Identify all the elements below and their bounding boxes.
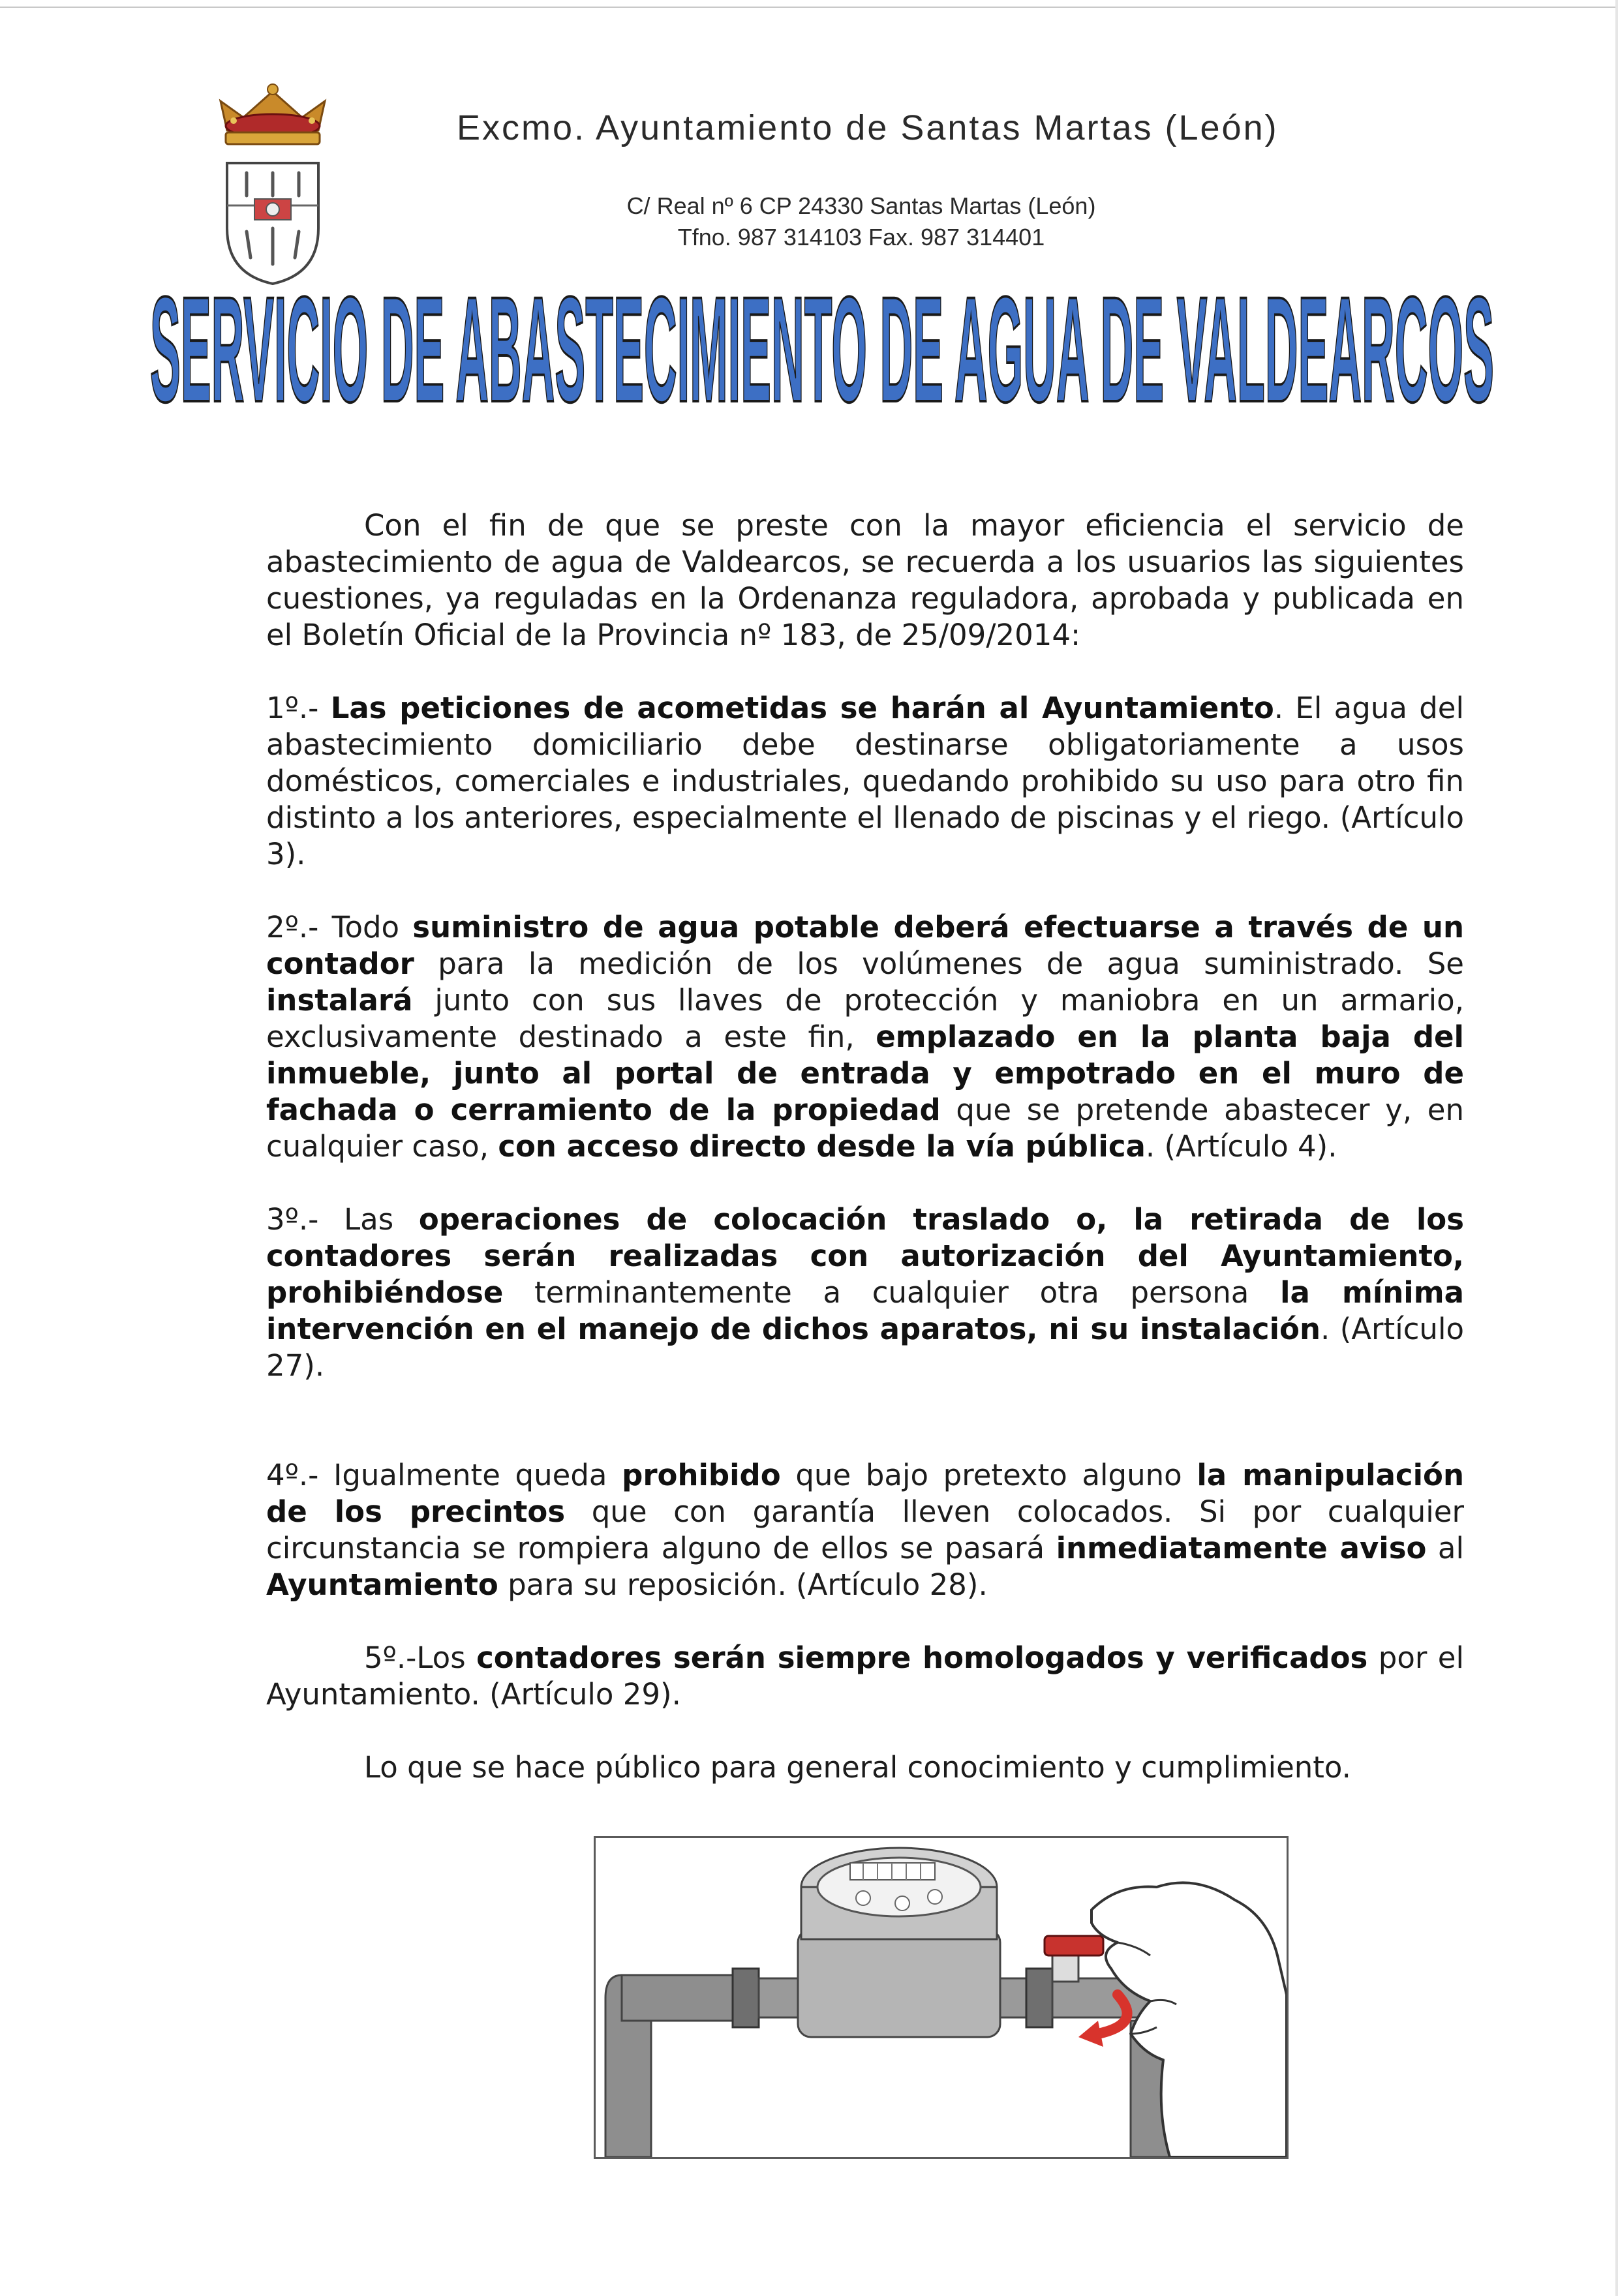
- scan-border: [0, 7, 1618, 8]
- item-number: 1º.-: [266, 691, 319, 725]
- water-meter-icon: [596, 1838, 1287, 2157]
- item-number: 3º.-: [266, 1202, 319, 1237]
- item-bold-text: inmediatamente aviso: [1056, 1531, 1427, 1565]
- item-bold-text: instalará: [266, 983, 413, 1018]
- item-text: que bajo pretexto alguno: [780, 1458, 1197, 1492]
- organization-title: Excmo. Ayuntamiento de Santas Martas (León): [457, 108, 1279, 147]
- item-text: para su reposición. (Artículo 28).: [498, 1567, 988, 1602]
- item-bold-text: con acceso directo desde la vía pública: [498, 1129, 1146, 1164]
- water-meter-illustration: [594, 1836, 1289, 2159]
- item-number: 4º.-: [266, 1458, 319, 1492]
- item-text: . (Artículo 27).: [266, 1312, 1464, 1383]
- address-line: C/ Real nº 6 CP 24330 Santas Martas (León): [626, 192, 1096, 219]
- item-number: 5º.-: [364, 1640, 417, 1675]
- item-bold-text: contadores serán siempre homologados y verificados: [476, 1640, 1368, 1675]
- address-block: [568, 190, 1155, 253]
- item-bold-text: suministro de agua potable deberá efectuarse a través de un contador: [266, 910, 1464, 981]
- item-text: . El agua del abastecimiento domiciliario debe destinarse obligatoriamente a usos domésticos, comerciales e industriales, quedando prohibido su uso para otro fin distinto a los anteriores, especialmente el llenado de piscinas y el riego. (Artículo 3).: [266, 691, 1464, 871]
- scan-edge: [1615, 0, 1618, 2296]
- item-5: [266, 1640, 1464, 1713]
- item-2: [266, 909, 1464, 1165]
- closing-paragraph: Lo que se hace público para general conocimiento y cumplimiento.: [364, 1750, 1351, 1785]
- item-text: Igualmente queda: [318, 1458, 622, 1492]
- notice-body: [266, 507, 1464, 1786]
- item-text: terminantemente a cualquier otra persona: [503, 1275, 1281, 1310]
- item-text: para la medición de los volúmenes de agua suministrado. Se: [414, 946, 1464, 981]
- item-bold-text: prohibido: [622, 1458, 781, 1492]
- banner-text: SERVICIO DE ABASTECIMIENTO DE AGUA DE VALDEARCOS: [150, 265, 1494, 430]
- item-4: [266, 1457, 1464, 1603]
- item-bold-text: Ayuntamiento: [266, 1567, 498, 1602]
- item-text: Todo: [318, 910, 413, 944]
- service-banner: [144, 254, 1501, 430]
- item-bold-text: operaciones de colocación traslado o, la retirada de los contadores serán realizadas con autorización del Ayuntamiento, prohibiéndose: [266, 1202, 1464, 1310]
- item-bold-text: Las peticiones de acometidas se harán al Ayuntamiento: [330, 691, 1274, 725]
- item-text: . (Artículo 4).: [1145, 1129, 1337, 1164]
- item-text: que se pretende abastecer y, en cualquier caso,: [266, 1093, 1464, 1164]
- item-3: [266, 1201, 1464, 1384]
- item-text: por el Ayuntamiento. (Artículo 29).: [266, 1640, 1464, 1712]
- intro-paragraph: Con el fin de que se preste con la mayor eficiencia el servicio de abastecimiento de agua de Valdearcos, se recuerda a los usuarios las siguientes cuestiones, ya reguladas en la Ordenanza reguladora, aprobada y publicada en el Boletín Oficial de la Provincia nº 183, de 25/09/2014:: [266, 508, 1464, 652]
- item-bold-text: emplazado en la planta baja del inmueble, junto al portal de entrada y empotrado en el muro de fachada o cerramiento de la propiedad: [266, 1020, 1464, 1127]
- item-1: [266, 690, 1464, 873]
- item-text: que con garantía lleven colocados. Si por cualquier circunstancia se rompiera alguno de ellos se pasará: [266, 1494, 1464, 1565]
- phone-fax-line: Tfno. 987 314103 Fax. 987 314401: [677, 224, 1045, 250]
- item-bold-text: la manipulación de los precintos: [266, 1458, 1464, 1529]
- item-text: al: [1426, 1531, 1464, 1565]
- item-text: Las: [318, 1202, 419, 1237]
- item-number: 2º.-: [266, 910, 319, 944]
- item-text: junto con sus llaves de protección y maniobra en un armario, exclusivamente destinado a este fin,: [266, 983, 1464, 1054]
- item-text: Los: [416, 1640, 477, 1675]
- item-bold-text: la mínima intervención en el manejo de dichos aparatos, ni su instalación: [266, 1275, 1464, 1346]
